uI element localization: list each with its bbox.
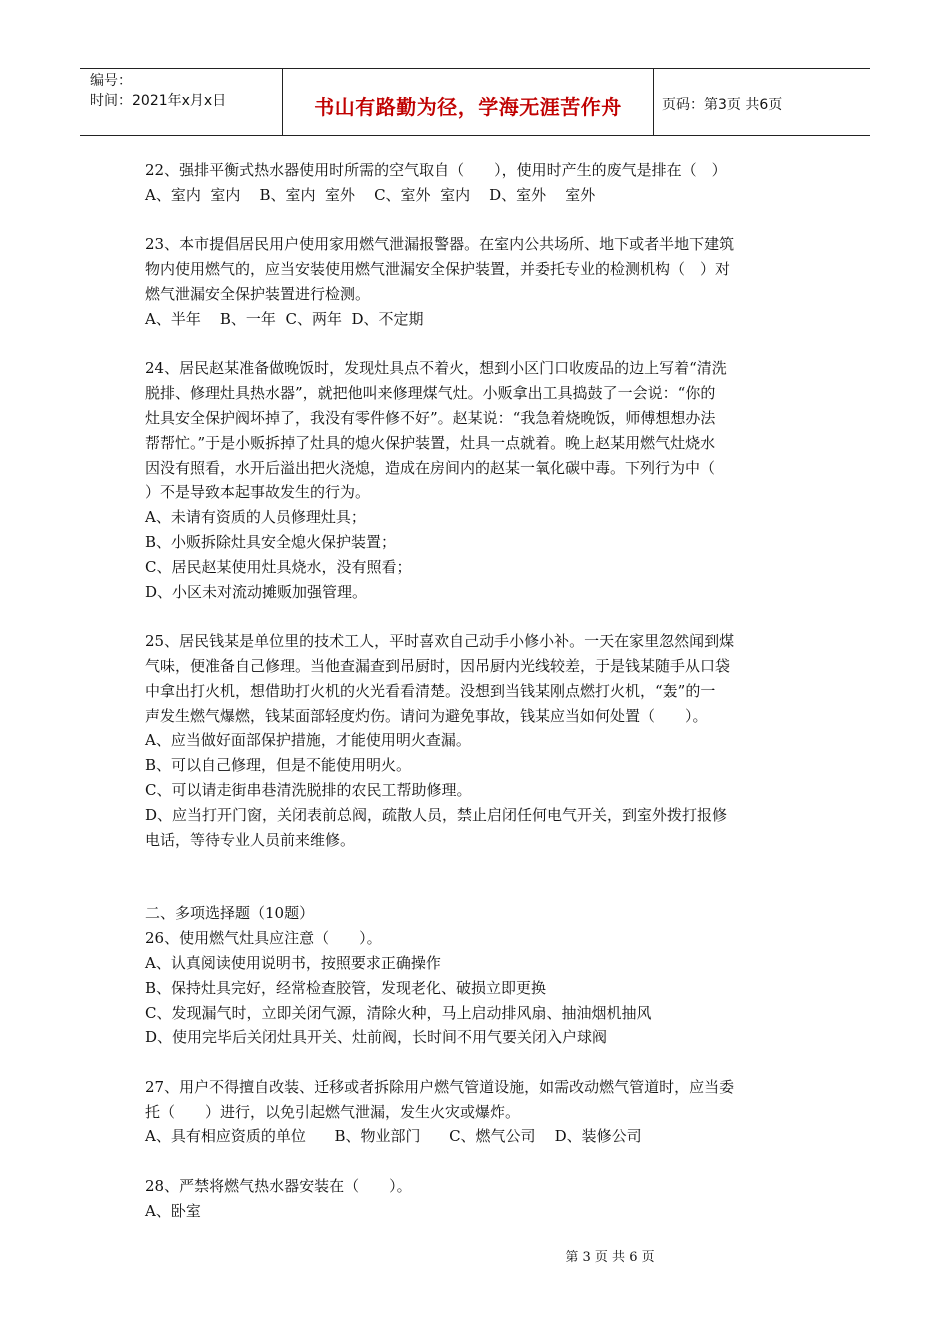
option-d: D、应当打开门窗，关闭表前总阀，疏散人员，禁止启闭任何电气开关，到室外拨打报修 (145, 805, 728, 824)
question-stem: 26、使用燃气灶具应注意（ ）。 (145, 929, 382, 948)
question-stem-line: 因没有照看，水开后溢出把火浇熄，造成在房间内的赵某一氧化碳中毒。下列行为中（ (145, 458, 716, 477)
question-stem-line: 24、居民赵某准备做晚饭时，发现灶具点不着火，想到小区门口收废品的边上写着“清洗 (145, 359, 727, 378)
section-heading: 二、多项选择题（10题） (145, 904, 315, 923)
question-stem-line: 23、本市提倡居民用户使用家用燃气泄漏报警器。在室内公共场所、地下或者半地下建筑 (145, 235, 735, 254)
option-a: A、认真阅读使用说明书，按照要求正确操作 (145, 953, 441, 972)
option-a: A、应当做好面部保护措施，才能使用明火查漏。 (145, 731, 471, 750)
question-25 (145, 629, 810, 852)
option-d: D、小区未对流动摊贩加强管理。 (145, 582, 368, 601)
question-stem-line: 灶具安全保护阀坏掉了，我没有零件修不好”。赵某说：“我急着烧晚饭，师傅想想办法 (145, 408, 716, 427)
document-body (145, 158, 810, 1224)
page-footer: 第 3 页 共 6 页 (565, 1250, 655, 1265)
option-b: B、小贩拆除灶具安全熄火保护装置； (145, 532, 397, 551)
option-c: C、可以请走街串巷清洗脱排的农民工帮助修理。 (145, 780, 472, 799)
question-22 (145, 158, 810, 208)
question-23 (145, 232, 810, 331)
option-a: A、未请有资质的人员修理灶具； (145, 508, 366, 527)
question-stem-line: 中拿出打火机，想借助打火机的火光看看清楚。没想到当钱某刚点燃打火机，“轰”的一 (145, 681, 716, 700)
option-d-continued: 电话，等待专业人员前来维修。 (145, 830, 356, 849)
header-meta (80, 69, 282, 135)
question-stem-line: 帮帮忙。”于是小贩拆掉了灶具的熄火保护装置，灶具一点就着。晚上赵某用燃气灶烧水 (145, 433, 716, 452)
question-options: A、室内 室内 B、室内 室外 C、室外 室内 D、室外 室外 (145, 185, 596, 204)
question-27 (145, 1075, 810, 1149)
option-c: C、居民赵某使用灶具烧水，没有照看； (145, 557, 412, 576)
question-28 (145, 1174, 810, 1224)
option-a: A、卧室 (145, 1201, 201, 1220)
question-24 (145, 356, 810, 604)
question-stem-line: 燃气泄漏安全保护装置进行检测。 (145, 284, 371, 303)
option-b: B、保持灶具完好，经常检查胶管，发现老化、破损立即更换 (145, 978, 547, 997)
question-stem-line: 27、用户不得擅自改装、迁移或者拆除用户燃气管道设施，如需改动燃气管道时，应当委 (145, 1077, 735, 1096)
question-26 (145, 926, 810, 1050)
question-stem: 28、严禁将燃气热水器安装在（ ）。 (145, 1177, 412, 1196)
option-d: D、使用完毕后关闭灶具开关、灶前阀，长时间不用气要关闭入户球阀 (145, 1028, 608, 1047)
question-stem-line: 脱排、修理灶具热水器”，就把他叫来修理煤气灶。小贩拿出工具捣鼓了一会说：“你的 (145, 384, 716, 403)
option-c: C、发现漏气时，立即关闭气源，清除火种，马上启动排风扇、抽油烟机抽风 (145, 1003, 652, 1022)
page-header (80, 68, 870, 136)
code-label: 编号： (90, 73, 132, 89)
question-stem: 22、强排平衡式热水器使用时所需的空气取自（ ），使用时产生的废气是排在（ ） (145, 161, 727, 179)
header-motto: 书山有路勤为径，学海无涯苦作舟 (282, 69, 654, 135)
question-stem-line: 物内使用燃气的，应当安装使用燃气泄漏安全保护装置，并委托专业的检测机构（ ）对 (145, 260, 731, 279)
question-stem-line: 气味，便准备自己修理。当他查漏查到吊厨时，因吊厨内光线较差，于是钱某随手从口袋 (145, 656, 731, 675)
header-page-info: 页码：第3页 共6页 (662, 97, 783, 113)
question-stem-line: 25、居民钱某是单位里的技术工人，平时喜欢自己动手小修小补。一天在家里忽然闻到煤 (145, 632, 735, 651)
question-options: A、具有相应资质的单位 B、物业部门 C、燃气公司 D、装修公司 (145, 1127, 642, 1146)
time-label: 时间：2021年x月x日 (90, 93, 227, 109)
question-stem-line: 托（ ）进行，以免引起燃气泄漏，发生火灾或爆炸。 (145, 1102, 521, 1121)
question-stem-line: ）不是导致本起事故发生的行为。 (145, 483, 371, 502)
question-options: A、半年 B、一年 C、两年 D、不定期 (145, 309, 424, 328)
option-b: B、可以自己修理，但是不能使用明火。 (145, 756, 412, 775)
question-stem-line: 声发生燃气爆燃，钱某面部轻度灼伤。请问为避免事故，钱某应当如何处置（ ）。 (145, 706, 708, 725)
